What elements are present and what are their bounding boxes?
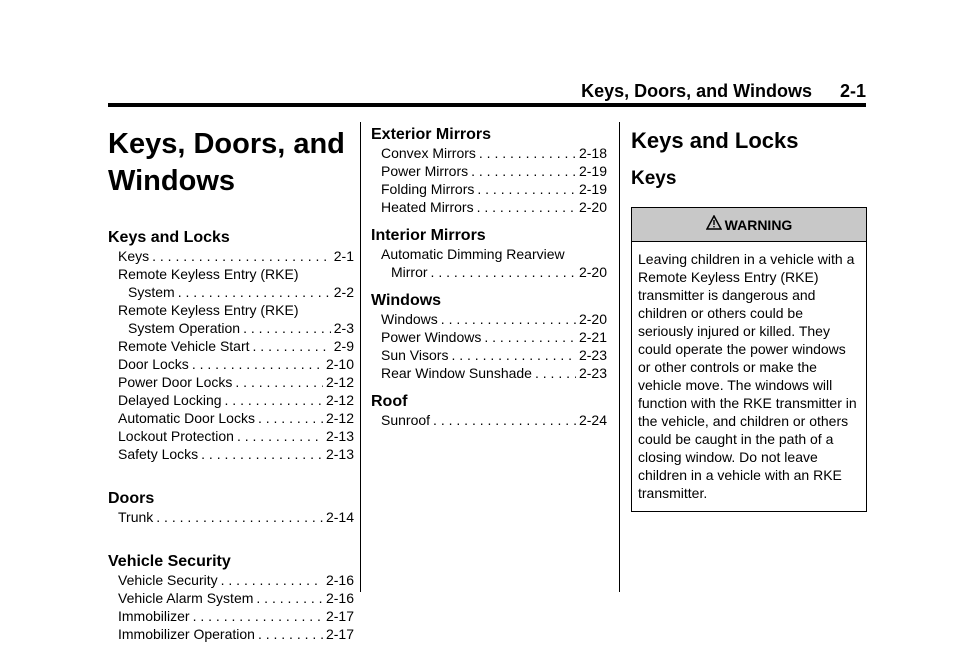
toc-entry-title: Automatic Dimming Rearview <box>381 246 565 262</box>
toc-leader-dots <box>451 346 576 364</box>
toc-entry[interactable] <box>108 607 354 625</box>
column-divider <box>360 122 361 592</box>
toc-entry-title: Heated Mirrors <box>381 199 474 215</box>
toc-entries <box>108 571 354 643</box>
warning-label: WARNING <box>724 216 793 233</box>
subsection-heading: Keys <box>631 168 677 189</box>
toc-leader-dots <box>235 373 323 391</box>
section-heading: Keys and Locks <box>631 128 799 153</box>
toc-section-heading: Vehicle Security <box>108 553 231 570</box>
toc-entry-title: Power Door Locks <box>118 374 233 390</box>
toc-entry-title: Remote Keyless Entry (RKE) <box>118 302 299 318</box>
toc-leader-dots <box>258 625 323 643</box>
toc-leader-dots <box>477 180 576 198</box>
running-header <box>108 80 866 102</box>
toc-leader-dots <box>178 283 331 301</box>
toc-entry-title: System <box>128 284 175 300</box>
toc-entries <box>108 247 354 463</box>
toc-entry[interactable] <box>371 245 607 281</box>
toc-entry-title: Remote Keyless Entry (RKE) <box>118 266 299 282</box>
toc-entry-title: Convex Mirrors <box>381 145 476 161</box>
toc-page-number: 2-20 <box>578 199 607 215</box>
toc-leader-dots <box>152 247 331 265</box>
toc-entries <box>108 508 354 526</box>
toc-page-number: 2-13 <box>325 428 354 444</box>
toc-page-number: 2-17 <box>325 626 354 642</box>
toc-entry[interactable] <box>108 373 354 391</box>
toc-entries <box>371 245 607 281</box>
toc-page-number: 2-23 <box>578 347 607 363</box>
toc-entry-title: Trunk <box>118 509 154 525</box>
toc-section-heading: Interior Mirrors <box>371 227 486 244</box>
toc-entry[interactable] <box>371 346 607 364</box>
toc-entries <box>371 144 607 216</box>
header-page-number: 2-1 <box>839 81 866 101</box>
toc-entry-title: Sun Visors <box>381 347 449 363</box>
toc-page-number: 2-16 <box>325 572 354 588</box>
toc-page-number: 2-19 <box>578 181 607 197</box>
toc-entry-title: Automatic Door Locks <box>118 410 255 426</box>
toc-entry[interactable] <box>108 571 354 589</box>
toc-page-number: 2-10 <box>325 356 354 372</box>
toc-leader-dots <box>192 355 323 373</box>
toc-page-number: 2-18 <box>578 145 607 161</box>
toc-entry-title: Power Mirrors <box>381 163 469 179</box>
toc-leader-dots <box>433 411 576 429</box>
toc-entry[interactable] <box>108 625 354 643</box>
toc-entry[interactable] <box>108 391 354 409</box>
toc-entry-title: Remote Vehicle Start <box>118 338 250 354</box>
toc-entry[interactable] <box>108 445 354 463</box>
toc-entry-title: Windows <box>381 311 438 327</box>
toc-leader-dots <box>156 508 323 526</box>
toc-section-heading: Keys and Locks <box>108 229 230 246</box>
toc-leader-dots <box>484 328 576 346</box>
toc-entry-title: Vehicle Alarm System <box>118 590 254 606</box>
toc-leader-dots <box>237 427 323 445</box>
toc-entry[interactable] <box>108 508 354 526</box>
toc-page-number: 2-12 <box>325 392 354 408</box>
toc-entry[interactable] <box>108 337 354 355</box>
toc-section-heading: Roof <box>371 393 408 410</box>
content-column <box>631 122 867 512</box>
toc-entry[interactable] <box>108 589 354 607</box>
toc-entries <box>371 411 607 429</box>
toc-section-heading: Exterior Mirrors <box>371 126 492 143</box>
toc-entry-title: Folding Mirrors <box>381 181 475 197</box>
toc-page-number: 2-9 <box>333 338 354 354</box>
chapter-title: Keys, Doors, and Windows <box>108 128 345 197</box>
toc-entry[interactable] <box>108 265 354 301</box>
toc-entry[interactable] <box>371 411 607 429</box>
toc-entry-title: Immobilizer Operation <box>118 626 255 642</box>
toc-column-2 <box>371 122 607 429</box>
toc-leader-dots <box>193 607 323 625</box>
toc-page-number: 2-13 <box>325 446 354 462</box>
toc-leader-dots <box>253 337 331 355</box>
toc-leader-dots <box>471 162 576 180</box>
toc-leader-dots <box>479 144 576 162</box>
toc-page-number: 2-3 <box>333 320 354 336</box>
toc-entry-title: Sunroof <box>381 412 431 428</box>
toc-entry-title: Power Windows <box>381 329 482 345</box>
toc-leader-dots <box>243 319 331 337</box>
toc-entry[interactable] <box>108 247 354 265</box>
toc-entry-title: Immobilizer <box>118 608 190 624</box>
toc-entry[interactable] <box>371 162 607 180</box>
toc-page-number: 2-20 <box>578 264 607 280</box>
toc-page-number: 2-12 <box>325 410 354 426</box>
toc-page-number: 2-12 <box>325 374 354 390</box>
toc-page-number: 2-19 <box>578 163 607 179</box>
toc-entry[interactable] <box>371 198 607 216</box>
toc-entry[interactable] <box>371 144 607 162</box>
toc-column-1 <box>108 122 354 643</box>
toc-leader-dots <box>201 445 323 463</box>
toc-entry-title: Vehicle Security <box>118 572 218 588</box>
warning-header <box>632 208 866 242</box>
toc-entry[interactable] <box>108 427 354 445</box>
toc-entry[interactable] <box>371 180 607 198</box>
toc-entry-title: Mirror <box>391 264 428 280</box>
toc-leader-dots <box>431 263 576 281</box>
header-title: Keys, Doors, and Windows <box>581 81 812 101</box>
toc-entry-title: Door Locks <box>118 356 189 372</box>
toc-page-number: 2-14 <box>325 509 354 525</box>
toc-entry[interactable] <box>108 355 354 373</box>
toc-entry[interactable] <box>371 364 607 382</box>
toc-entry-title: Lockout Protection <box>118 428 234 444</box>
toc-leader-dots <box>256 589 323 607</box>
toc-page-number: 2-16 <box>325 590 354 606</box>
header-rule <box>108 103 866 107</box>
toc-entry-title: Keys <box>118 248 150 264</box>
toc-leader-dots <box>225 391 323 409</box>
toc-section-heading: Doors <box>108 490 155 507</box>
toc-entry[interactable] <box>108 409 354 427</box>
toc-list <box>108 228 354 643</box>
toc-list <box>371 125 607 429</box>
toc-entry-title: Delayed Locking <box>118 392 222 408</box>
toc-leader-dots <box>441 310 576 328</box>
toc-entry[interactable] <box>108 301 354 337</box>
toc-entry[interactable] <box>371 310 607 328</box>
toc-entries <box>371 310 607 382</box>
toc-entry-title: Rear Window Sunshade <box>381 365 532 381</box>
toc-leader-dots <box>535 364 576 382</box>
toc-page-number: 2-23 <box>578 365 607 381</box>
toc-page-number: 2-20 <box>578 311 607 327</box>
toc-entry-title: System Operation <box>128 320 241 336</box>
warning-box <box>631 207 867 512</box>
toc-leader-dots <box>258 409 323 427</box>
toc-entry-title: Safety Locks <box>118 446 199 462</box>
toc-page-number: 2-17 <box>325 608 354 624</box>
toc-page-number: 2-1 <box>333 248 354 264</box>
toc-entry[interactable] <box>371 328 607 346</box>
toc-leader-dots <box>477 198 576 216</box>
toc-leader-dots <box>221 571 323 589</box>
toc-page-number: 2-2 <box>333 284 354 300</box>
toc-page-number: 2-24 <box>578 412 607 428</box>
toc-section-heading: Windows <box>371 292 442 309</box>
toc-page-number: 2-21 <box>578 329 607 345</box>
column-divider <box>619 122 620 592</box>
warning-triangle-icon <box>706 215 722 235</box>
warning-text: Leaving children in a vehicle with a Remote Keyless Entry (RKE) transmitter is dangerous and children or others could be seriously injured or killed. They could operate the power windows or other controls or make the vehicle move. The windows will function with the RKE transmitter in the vehicle, and children or others could be caught in the path of a closing window. Do not leave children in a vehicle with an RKE transmitter. <box>638 251 857 501</box>
